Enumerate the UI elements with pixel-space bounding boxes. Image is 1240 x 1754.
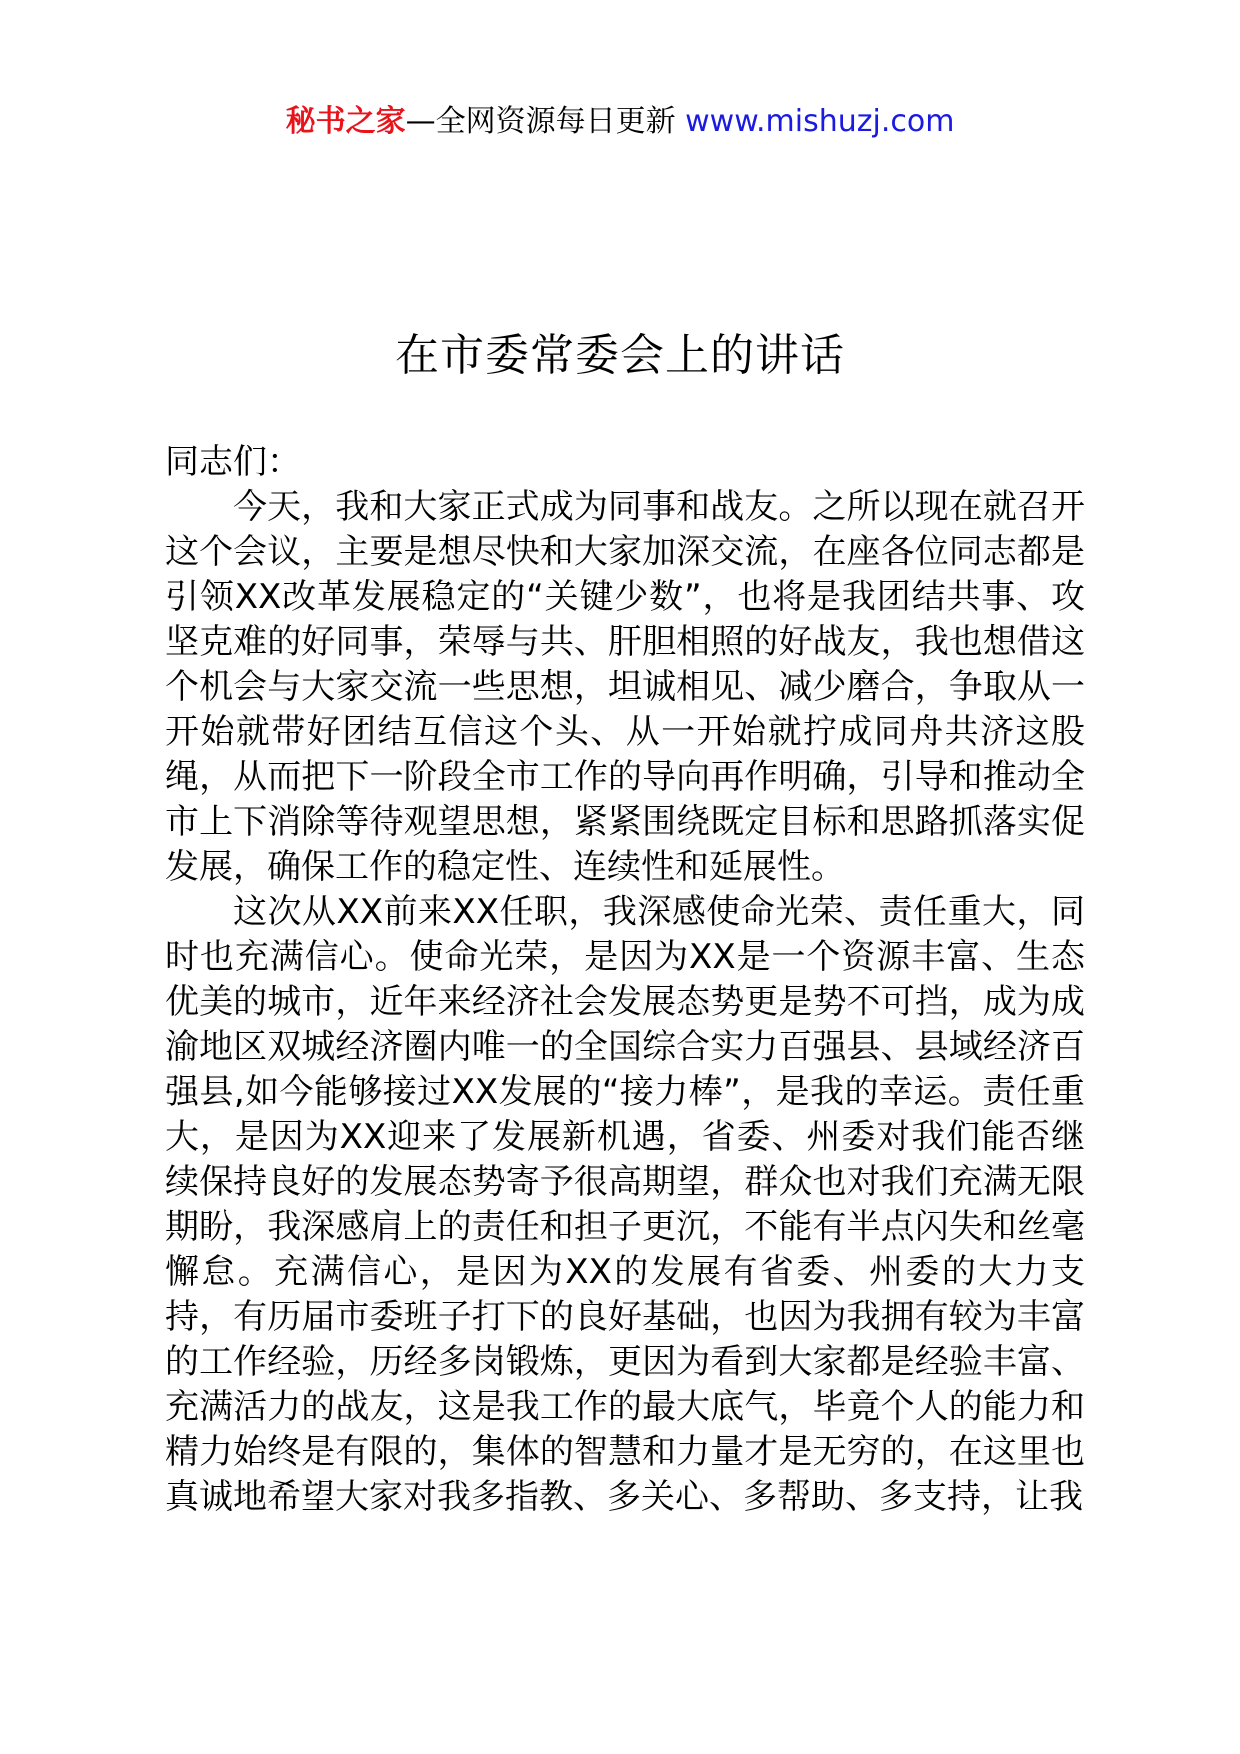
site-slogan: —全网资源每日更新 <box>405 104 676 139</box>
site-brand: 秘书之家 <box>285 104 406 139</box>
salutation: 同志们： <box>165 442 301 482</box>
document-title: 在市委常委会上的讲话 <box>395 330 845 381</box>
document-body <box>165 440 1085 1520</box>
paragraph-2: 这次从XX前来XX任职，我深感使命光荣、责任重大，同时也充满信心。使命光荣，是因为XX是一个资源丰富、生态优美的城市，近年来经济社会发展态势更是势不可挡，成为成渝地区双城经济圈内唯一的全国综合实力百强县、县域经济百强县,如今能够接过XX发展的“接力棒”，是我的幸运。责任重大，是因为XX迎来了发展新机遇，省委、州委对我们能否继续保持良好的发展态势寄予很高期望，群众也对我们充满无限期盼，我深感肩上的责任和担子更沉，不能有半点闪失和丝毫懈怠。充满信心，是因为XX的发展有省委、州委的大力支持，有历届市委班子打下的良好基础，也因为我拥有较为丰富的工作经验，历经多岗锻炼，更因为看到大家都是经验丰富、充满活力的战友，这是我工作的最大底气，毕竟个人的能力和精力始终是有限的，集体的智慧和力量才是无穷的，在这里也真诚地希望大家对我多指教、多关心、多帮助、多支持，让我 <box>165 892 1085 1517</box>
paragraph-1: 今天，我和大家正式成为同事和战友。之所以现在就召开这个会议，主要是想尽快和大家加深交流，在座各位同志都是引领XX改革发展稳定的“关键少数”，也将是我团结共事、攻坚克难的好同事，荣辱与共、肝胆相照的好战友，我也想借这个机会与大家交流一些思想，坦诚相见、减少磨合，争取从一开始就带好团结互信这个头、从一开始就拧成同舟共济这股绳，从而把下一阶段全市工作的导向再作明确，引导和推动全市上下消除等待观望思想，紧紧围绕既定目标和思路抓落实促发展，确保工作的稳定性、连续性和延展性。 <box>165 487 1085 887</box>
site-header <box>0 100 1240 144</box>
site-url-link[interactable]: www.mishuzj.com <box>685 104 955 139</box>
